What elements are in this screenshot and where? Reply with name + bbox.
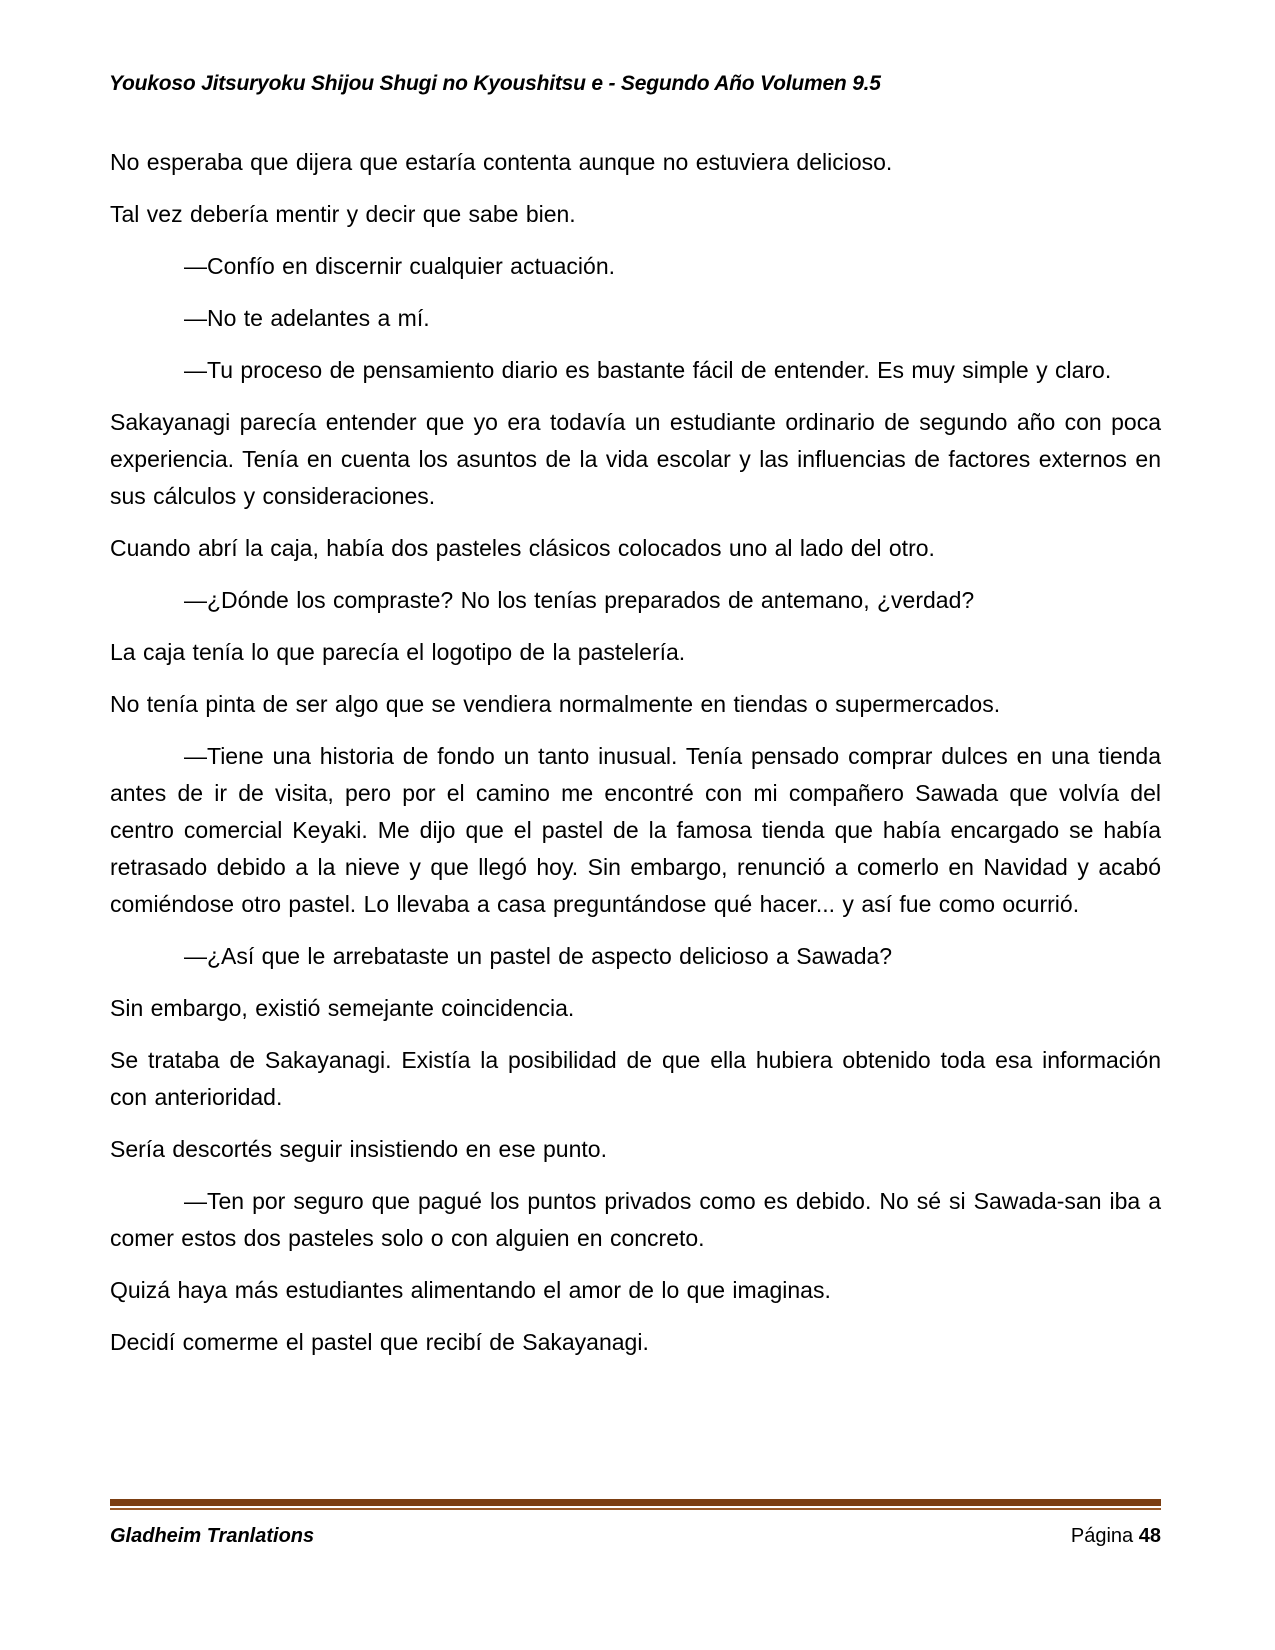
paragraph-dialogue: —¿Dónde los compraste? No los tenías preparados de antemano, ¿verdad? [184,587,975,613]
paragraph: No tenía pinta de ser algo que se vendiera normalmente en tiendas o supermercados. [110,691,1001,717]
page-footer [110,1499,1161,1548]
paragraph-dialogue: —Tiene una historia de fondo un tanto inusual. Tenía pensado comprar dulces en una tienda antes de ir de visita, pero por el camino me encontré con mi compañero Sawada que volvía del centro comercial Keyaki. Me dijo que el pastel de la famosa tienda que había encargado se había retrasado debido a la nieve y que llegó hoy. Sin embargo, renunció a comerlo en Navidad y acabó comiéndose otro pastel. Lo llevaba a casa preguntándose qué hacer... y así fue como ocurrió. [110,743,1161,917]
paragraph: Quizá haya más estudiantes alimentando el amor de lo que imaginas. [110,1277,831,1303]
page-number-value: 48 [1138,1525,1161,1547]
paragraph: Sería descortés seguir insistiendo en ese punto. [110,1136,607,1162]
footer-row [110,1510,1161,1548]
paragraph: La caja tenía lo que parecía el logotipo de la pastelería. [110,639,686,665]
footer-divider [110,1499,1161,1510]
paragraph: Sin embargo, existió semejante coincidencia. [110,995,575,1021]
page-number [1071,1525,1161,1548]
paragraph-dialogue: —Ten por seguro que pagué los puntos privados como es debido. No sé si Sawada-san iba a comer estos dos pasteles solo o con alguien en concreto. [110,1188,1161,1251]
paragraph: Tal vez debería mentir y decir que sabe bien. [110,201,576,227]
paragraph: No esperaba que dijera que estaría contenta aunque no estuviera delicioso. [110,149,893,175]
paragraph-dialogue: —No te adelantes a mí. [184,305,430,331]
paragraph-dialogue: —¿Así que le arrebataste un pastel de aspecto delicioso a Sawada? [184,943,893,969]
page-header [0,0,1275,96]
header-title: Youkoso Jitsuryoku Shijou Shugi no Kyoushitsu e - Segundo Año Volumen 9.5 [109,72,881,95]
page-number-label: Página [1070,1525,1134,1547]
paragraph: Se trataba de Sakayanagi. Existía la posibilidad de que ella hubiera obtenido toda esa información con anterioridad. [110,1047,1161,1110]
paragraph-dialogue: —Confío en discernir cualquier actuación. [184,253,616,279]
paragraph: Decidí comerme el pastel que recibí de Sakayanagi. [110,1329,649,1355]
page-body [0,96,1275,1361]
translator-credit: Gladheim Tranlations [110,1525,315,1547]
paragraph: Sakayanagi parecía entender que yo era todavía un estudiante ordinario de segundo año con poca experiencia. Tenía en cuenta los asuntos de la vida escolar y las influencias de factores externos en sus cálculos y consideraciones. [110,409,1161,509]
paragraph-dialogue: —Tu proceso de pensamiento diario es bastante fácil de entender. Es muy simple y claro. [184,357,1112,383]
paragraph: Cuando abrí la caja, había dos pasteles clásicos colocados uno al lado del otro. [110,535,935,561]
